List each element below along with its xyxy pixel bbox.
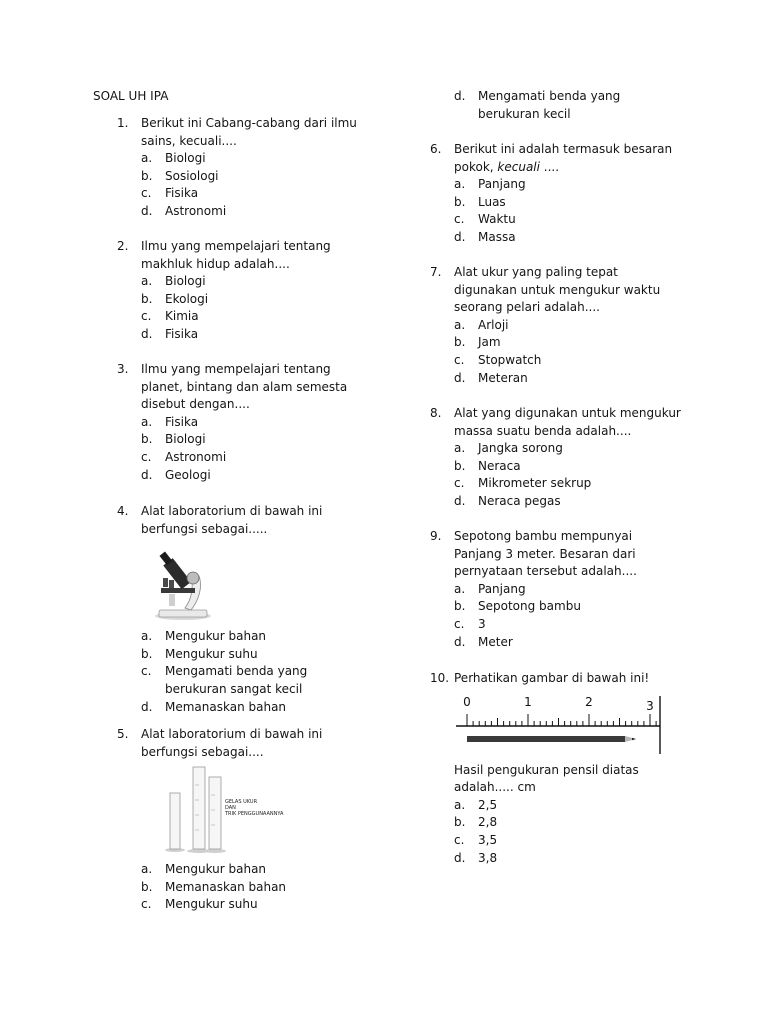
- option-list: [430, 581, 682, 651]
- option-b[interactable]: [141, 291, 363, 309]
- option-list: [117, 273, 363, 343]
- option-letter: a.: [141, 862, 153, 877]
- option-letter: c.: [141, 309, 152, 324]
- option-b[interactable]: [454, 458, 682, 476]
- question-number: 7.: [430, 265, 442, 279]
- question-text: Alat laboratorium di bawah ini berfungsi sebagai....: [141, 727, 323, 759]
- question-9: [430, 528, 682, 651]
- option-letter: a.: [454, 581, 466, 596]
- option-text: Fisika: [165, 186, 199, 201]
- option-text: Sosiologi: [165, 168, 219, 183]
- option-letter: b.: [454, 335, 466, 350]
- option-letter: c.: [454, 476, 465, 491]
- question-text: Ilmu yang mempelajari tentang makhluk hidup adalah....: [141, 239, 331, 271]
- option-c[interactable]: [141, 449, 363, 467]
- option-letter: a.: [454, 317, 466, 332]
- option-text: 3,8: [478, 850, 498, 865]
- option-text: Mengamati benda yang berukuran sangat kecil: [165, 664, 308, 696]
- option-c[interactable]: [454, 616, 682, 634]
- option-letter: b.: [141, 879, 153, 894]
- ruler-label-3: 3: [646, 698, 654, 713]
- option-letter: a.: [141, 629, 153, 644]
- option-letter: b.: [454, 458, 466, 473]
- option-list: [117, 414, 363, 484]
- option-list: [430, 88, 628, 123]
- option-text: 2,8: [478, 815, 498, 830]
- option-letter: d.: [454, 634, 466, 649]
- option-letter: d.: [454, 229, 466, 244]
- option-letter: d.: [454, 493, 466, 508]
- option-letter: d.: [141, 203, 153, 218]
- option-list: [430, 317, 682, 387]
- option-text: Waktu: [478, 212, 516, 227]
- option-letter: b.: [454, 815, 466, 830]
- option-c[interactable]: [141, 308, 363, 326]
- question-text: Alat yang digunakan untuk mengukur massa suatu benda adalah....: [454, 406, 681, 438]
- option-list: [430, 797, 682, 867]
- option-letter: c.: [454, 352, 465, 367]
- option-text: Luas: [478, 194, 506, 209]
- option-text: Memanaskan bahan: [165, 699, 287, 714]
- option-letter: d.: [141, 699, 153, 714]
- ruler-label-2: 2: [585, 694, 593, 709]
- option-list: [117, 861, 363, 914]
- option-letter: b.: [141, 432, 153, 447]
- option-c[interactable]: [141, 185, 363, 203]
- option-text: Meteran: [478, 370, 528, 385]
- option-letter: b.: [454, 599, 466, 614]
- option-letter: c.: [141, 449, 152, 464]
- page-title: SOAL UH IPA: [93, 89, 169, 103]
- figure-caption-line-1: GELAS UKUR: [225, 799, 258, 806]
- option-d[interactable]: [141, 326, 363, 344]
- option-a[interactable]: [454, 440, 682, 458]
- option-list: [430, 440, 682, 510]
- option-d[interactable]: [454, 634, 682, 652]
- option-text: Mengukur bahan: [165, 629, 267, 644]
- question-text-2: Hasil pengukuran pensil diatas adalah..... cm: [454, 762, 639, 795]
- option-letter: a.: [454, 441, 466, 456]
- option-text: Meter: [478, 634, 513, 649]
- measuring-cylinder-image: [141, 765, 291, 855]
- option-letter: c.: [141, 186, 152, 201]
- option-b[interactable]: [141, 168, 363, 186]
- option-text: Geologi: [165, 467, 211, 482]
- question-7: [430, 264, 682, 387]
- option-text: Mengukur bahan: [165, 862, 267, 877]
- option-d[interactable]: [454, 850, 682, 868]
- option-text: Fisika: [165, 414, 199, 429]
- option-text: Biologi: [165, 274, 206, 289]
- option-a[interactable]: [141, 861, 363, 879]
- question-text: Sepotong bambu mempunyai Panjang 3 meter. Besaran dari pernyataan tersebut adalah....: [454, 529, 637, 579]
- option-list: [117, 150, 363, 220]
- option-c[interactable]: [141, 663, 335, 698]
- option-text: Fisika: [165, 326, 199, 341]
- option-b[interactable]: [141, 879, 363, 897]
- question-number: 5.: [117, 727, 129, 741]
- option-letter: b.: [141, 646, 153, 661]
- question-text: Perhatikan gambar di bawah ini!: [454, 671, 650, 685]
- option-text: 3,5: [478, 832, 498, 847]
- option-text: Astronomi: [165, 449, 227, 464]
- option-letter: d.: [454, 850, 466, 865]
- question-number: 2.: [117, 239, 129, 253]
- question-8: [430, 405, 682, 511]
- option-text: Mengukur suhu: [165, 897, 258, 912]
- option-text: 2,5: [478, 797, 498, 812]
- option-text: Arloji: [478, 317, 509, 332]
- option-letter: a.: [141, 274, 153, 289]
- option-b[interactable]: [454, 598, 682, 616]
- option-text: Mikrometer sekrup: [478, 476, 592, 491]
- option-text: Neraca: [478, 458, 521, 473]
- option-letter: a.: [454, 797, 466, 812]
- option-d[interactable]: [141, 203, 363, 221]
- question-number: 10.: [430, 671, 450, 685]
- option-text: Neraca pegas: [478, 493, 561, 508]
- option-a[interactable]: [454, 176, 682, 194]
- ruler-label-0: 0: [463, 694, 471, 709]
- microscope-image: [141, 542, 231, 622]
- question-number: 3.: [117, 362, 129, 376]
- option-letter: d.: [141, 467, 153, 482]
- question-6: [430, 141, 682, 247]
- question-text: Alat laboratorium di bawah ini berfungsi sebagai.....: [141, 504, 323, 536]
- option-a[interactable]: [141, 414, 363, 432]
- option-letter: d.: [141, 326, 153, 341]
- option-letter: a.: [141, 151, 153, 166]
- question-number: 9.: [430, 529, 442, 543]
- option-c[interactable]: [454, 352, 682, 370]
- option-list: [117, 628, 363, 716]
- option-letter: c.: [454, 616, 465, 631]
- question-2: [117, 238, 363, 344]
- option-letter: a.: [141, 414, 153, 429]
- question-text: Ilmu yang mempelajari tentang planet, bintang dan alam semesta disebut dengan....: [141, 362, 348, 412]
- option-text: Ekologi: [165, 291, 209, 306]
- option-letter: c.: [141, 897, 152, 912]
- option-text: Massa: [478, 229, 516, 244]
- option-letter: a.: [454, 177, 466, 192]
- ruler-label-1: 1: [524, 694, 532, 709]
- option-text: Panjang: [478, 581, 526, 596]
- option-d[interactable]: [141, 699, 363, 717]
- option-a[interactable]: [454, 581, 682, 599]
- option-text: Mengukur suhu: [165, 646, 258, 661]
- option-text: Astronomi: [165, 203, 227, 218]
- question-number: 1.: [117, 116, 129, 130]
- option-text: Mengamati benda yang berukuran kecil: [478, 89, 621, 121]
- option-b[interactable]: [454, 334, 682, 352]
- option-a[interactable]: [454, 317, 682, 335]
- option-letter: b.: [454, 194, 466, 209]
- question-number: 8.: [430, 406, 442, 420]
- question-4: [117, 503, 363, 716]
- option-text: Panjang: [478, 177, 526, 192]
- option-letter: d.: [454, 370, 466, 385]
- option-text: Jangka sorong: [478, 441, 563, 456]
- option-d[interactable]: [454, 229, 682, 247]
- option-a[interactable]: [141, 628, 363, 646]
- question-5: [117, 726, 363, 914]
- option-a[interactable]: [141, 273, 363, 291]
- option-c[interactable]: [141, 896, 363, 914]
- option-text: Biologi: [165, 432, 206, 447]
- option-letter: c.: [141, 664, 152, 679]
- option-list: [430, 176, 682, 246]
- option-text: Jam: [478, 335, 501, 350]
- figure-caption-line-3: TRIK PENGGUNAANNYA: [225, 811, 284, 818]
- ruler-pencil-image: [454, 692, 674, 756]
- question-10: [430, 670, 682, 867]
- option-b[interactable]: [454, 814, 682, 832]
- option-b[interactable]: [141, 646, 363, 664]
- question-number: 6.: [430, 142, 442, 156]
- option-letter: c.: [454, 832, 465, 847]
- option-b[interactable]: [454, 194, 682, 212]
- option-letter: c.: [454, 212, 465, 227]
- option-text: 3: [478, 616, 486, 631]
- option-d[interactable]: [454, 370, 682, 388]
- question-3: [117, 361, 363, 484]
- option-a[interactable]: [141, 150, 363, 168]
- question-5-continued: [430, 88, 628, 123]
- option-text: Stopwatch: [478, 352, 542, 367]
- option-d[interactable]: [454, 88, 628, 123]
- option-text: Memanaskan bahan: [165, 879, 287, 894]
- option-text: Sepotong bambu: [478, 599, 581, 614]
- option-c[interactable]: [454, 832, 682, 850]
- question-text: Berikut ini Cabang-cabang dari ilmu sains, kecuali....: [141, 116, 357, 148]
- figure-caption-line-2: DAN: [225, 805, 236, 812]
- option-letter: b.: [141, 291, 153, 306]
- question-text: Alat ukur yang paling tepat digunakan untuk mengukur waktu seorang pelari adalah....: [454, 265, 661, 315]
- question-text: Berikut ini adalah termasuk besaran pokok, kecuali ....: [454, 142, 673, 174]
- option-letter: b.: [141, 168, 153, 183]
- question-1: [117, 115, 363, 221]
- option-d[interactable]: [141, 467, 363, 485]
- option-a[interactable]: [454, 797, 682, 815]
- option-c[interactable]: [454, 475, 682, 493]
- option-letter: d.: [454, 89, 466, 103]
- option-text: Kimia: [165, 309, 199, 324]
- option-d[interactable]: [454, 493, 682, 511]
- option-b[interactable]: [141, 431, 363, 449]
- question-number: 4.: [117, 504, 129, 518]
- option-c[interactable]: [454, 211, 682, 229]
- option-text: Biologi: [165, 151, 206, 166]
